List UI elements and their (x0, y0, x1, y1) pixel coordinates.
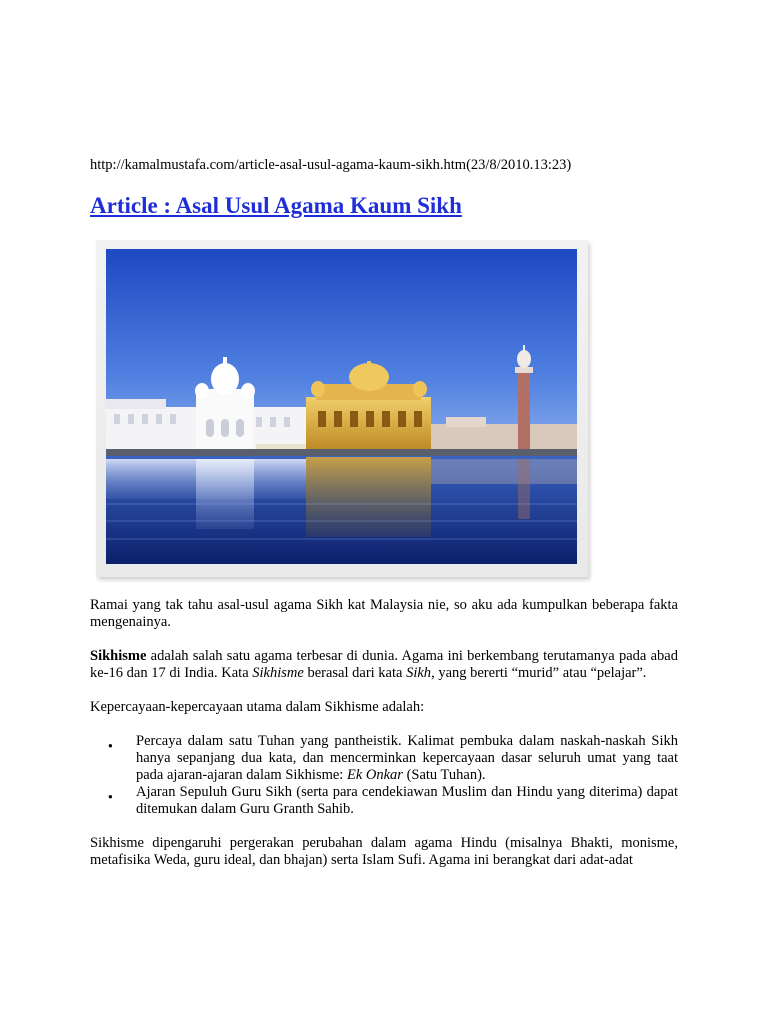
source-url: http://kamalmustafa.com/article-asal-usul-agama-kaum-sikh.htm(23/8/2010.13:23) (90, 157, 572, 173)
golden-temple-photo (106, 249, 577, 564)
list-item: ● Percaya dalam satu Tuhan yang pantheistik. Kalimat pembuka dalam naskah-naskah Sikh hanya sepanjang dua kata, dan mencerminkan kepercayaan dasar seluruh umat yang taat pada ajaran-ajaran dalam Sikhisme: Ek Onkar (Satu Tuhan). (108, 733, 678, 783)
beliefs-list (90, 733, 678, 818)
article-body (90, 597, 678, 869)
bullet-icon: ● (108, 792, 113, 801)
list-item: ● Ajaran Sepuluh Guru Sikh (serta para cendekiawan Muslim dan Hindu yang diterima) dapat ditemukan dalam Guru Granth Sahib. (108, 784, 678, 817)
photo-frame (96, 240, 588, 577)
influences-paragraph: Sikhisme dipengaruhi pergerakan perubahan dalam agama Hindu (misalnya Bhakti, monisme, metafisika Weda, guru ideal, dan bhajan) serta Islam Sufi. Agama ini berangkat dari adat-adat (90, 835, 678, 868)
intro-paragraph: Ramai yang tak tahu asal-usul agama Sikh kat Malaysia nie, so aku ada kumpulkan beberapa fakta mengenainya. (90, 597, 678, 630)
article-title-link[interactable]: Article : Asal Usul Agama Kaum Sikh (90, 193, 462, 218)
bullet-icon: ● (108, 741, 113, 750)
sikhism-definition-paragraph: Sikhisme adalah salah satu agama terbesar di dunia. Agama ini berkembang terutamanya pada abad ke-16 dan 17 di India. Kata Sikhisme berasal dari kata Sikh, yang bererti “murid” atau “pelajar”. (90, 648, 678, 681)
sikhism-term: Sikhisme (90, 648, 147, 664)
beliefs-intro: Kepercayaan-kepercayaan utama dalam Sikhisme adalah: (90, 699, 425, 715)
